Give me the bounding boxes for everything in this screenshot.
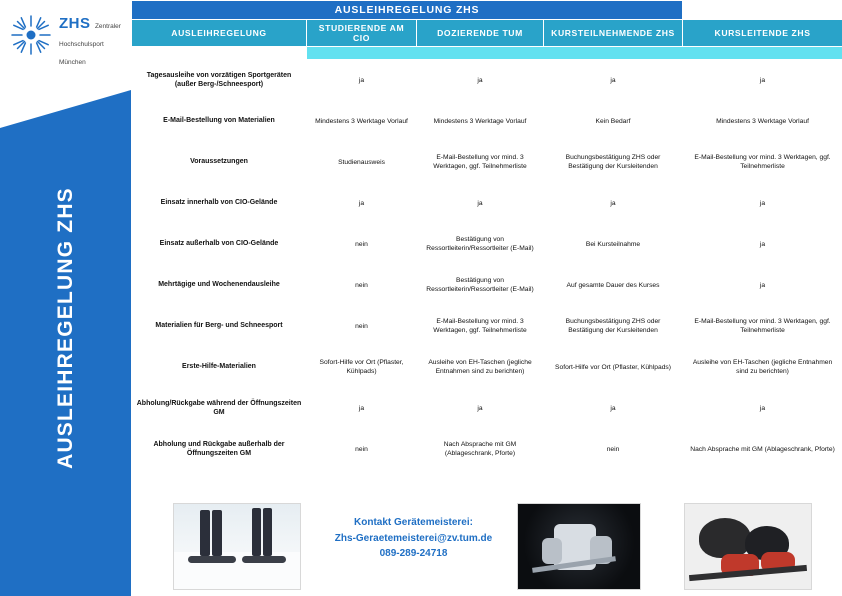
row-cell-kursteilnehmende: Buchungsbestätigung ZHS oder Bestätigung der Kursleitenden xyxy=(544,306,683,347)
table-row xyxy=(132,142,842,183)
row-cell-kursteilnehmende: Sofort-Hilfe vor Ort (Pflaster, Kühlpads) xyxy=(544,347,683,388)
column-header-ausleihregelung: AUSLEIHREGELUNG xyxy=(132,20,307,47)
row-cell-studierende: nein xyxy=(307,306,417,347)
row-cell-dozierende: Ausleihe von EH-Taschen (jegliche Entnahmen sind zu berichten) xyxy=(417,347,544,388)
row-cell-studierende: ja xyxy=(307,388,417,429)
row-cell-studierende: ja xyxy=(307,183,417,224)
row-cell-dozierende: Mindestens 3 Werktage Vorlauf xyxy=(417,101,544,142)
row-label: Materialien für Berg- und Schneesport xyxy=(132,306,307,347)
row-cell-kursleitende: ja xyxy=(683,388,842,429)
row-cell-studierende: ja xyxy=(307,60,417,101)
row-cell-kursleitende: Nach Absprache mit GM (Ablageschrank, Pforte) xyxy=(683,429,842,470)
contact-block xyxy=(316,515,511,562)
accent-cell-blank xyxy=(132,47,307,60)
row-cell-dozierende: Bestätigung von Ressortleiterin/Ressortleiter (E-Mail) xyxy=(417,224,544,265)
ausleihregelung-table xyxy=(131,0,842,470)
helmet-equipment-photo xyxy=(684,503,812,590)
table-row xyxy=(132,306,842,347)
column-header-kursleitende: KURSLEITENDE ZHS xyxy=(683,20,842,47)
row-label: Einsatz innerhalb von CIO-Gelände xyxy=(132,183,307,224)
zhs-name-line3: München xyxy=(59,59,86,66)
row-cell-kursleitende: ja xyxy=(683,60,842,101)
row-cell-kursleitende: Ausleihe von EH-Taschen (jegliche Entnahmen sind zu berichten) xyxy=(683,347,842,388)
row-cell-dozierende: ja xyxy=(417,60,544,101)
row-cell-kursteilnehmende: Bei Kursteilnahme xyxy=(544,224,683,265)
row-cell-dozierende: E-Mail-Bestellung vor mind. 3 Werktagen, ggf. Teilnehmerliste xyxy=(417,306,544,347)
row-cell-dozierende: ja xyxy=(417,183,544,224)
row-cell-studierende: Mindestens 3 Werktage Vorlauf xyxy=(307,101,417,142)
row-label: Mehrtägige und Wochenendausleihe xyxy=(132,265,307,306)
row-cell-dozierende: E-Mail-Bestellung vor mind. 3 Werktagen, ggf. Teilnehmerliste xyxy=(417,142,544,183)
table-accent-row xyxy=(132,47,842,60)
contact-email[interactable]: Zhs-Geraetemeisterei@zv.tum.de xyxy=(334,532,493,544)
row-cell-studierende: nein xyxy=(307,224,417,265)
row-cell-studierende: nein xyxy=(307,429,417,470)
vertical-page-title: AUSLEIHREGELUNG ZHS xyxy=(53,187,77,469)
contact-heading: Kontakt Gerätemeisterei: xyxy=(354,517,473,528)
contact-phone: 089-289-24718 xyxy=(379,548,448,559)
table-row xyxy=(132,101,842,142)
row-cell-dozierende: Bestätigung von Ressortleiterin/Ressortleiter (E-Mail) xyxy=(417,265,544,306)
row-label: Einsatz außerhalb von CIO-Gelände xyxy=(132,224,307,265)
table-row xyxy=(132,388,842,429)
row-cell-kursteilnehmende: ja xyxy=(544,60,683,101)
row-cell-kursteilnehmende: Auf gesamte Dauer des Kurses xyxy=(544,265,683,306)
main-content xyxy=(131,0,842,596)
table-row xyxy=(132,60,842,101)
table-row xyxy=(132,347,842,388)
table-row xyxy=(132,429,842,470)
row-cell-kursteilnehmende: ja xyxy=(544,183,683,224)
column-header-studierende: STUDIERENDE AM CIO xyxy=(307,20,417,47)
row-label: Erste-Hilfe-Materialien xyxy=(132,347,307,388)
row-cell-kursleitende: ja xyxy=(683,183,842,224)
photo-snowboard xyxy=(242,556,286,563)
row-label: Abholung/Rückgabe während der Öffnungszeiten GM xyxy=(132,388,307,429)
photo-snowboard xyxy=(188,556,236,563)
row-cell-studierende: Studienausweis xyxy=(307,142,417,183)
row-label: Abholung und Rückgabe außerhalb der Öffnungszeiten GM xyxy=(132,429,307,470)
row-cell-studierende: Sofort-Hilfe vor Ort (Pflaster, Kühlpads) xyxy=(307,347,417,388)
row-cell-kursteilnehmende: Buchungsbestätigung ZHS oder Bestätigung der Kursleitenden xyxy=(544,142,683,183)
row-cell-kursleitende: ja xyxy=(683,224,842,265)
photo-goalie-glove xyxy=(542,538,562,564)
table-row xyxy=(132,265,842,306)
row-cell-kursteilnehmende: ja xyxy=(544,388,683,429)
row-cell-kursleitende: E-Mail-Bestellung vor mind. 3 Werktagen, ggf. Teilnehmerliste xyxy=(683,306,842,347)
table-title-filler xyxy=(683,1,842,20)
table-title: AUSLEIHREGELUNG ZHS xyxy=(132,1,683,20)
table-row xyxy=(132,224,842,265)
row-cell-kursleitende: Mindestens 3 Werktage Vorlauf xyxy=(683,101,842,142)
row-label: E-Mail-Bestellung von Materialien xyxy=(132,101,307,142)
row-label: Tagesausleihe von vorzätigen Sportgeräten (außer Berg-/Schneesport) xyxy=(132,60,307,101)
snowboarders-photo xyxy=(173,503,301,590)
photo-sky xyxy=(174,504,300,552)
photo-figure xyxy=(263,508,272,556)
hockey-goalie-photo xyxy=(517,503,641,590)
row-cell-kursteilnehmende: Kein Bedarf xyxy=(544,101,683,142)
column-header-kursteilnehmende: KURSTEILNEHMENDE ZHS xyxy=(544,20,683,47)
row-cell-kursleitende: E-Mail-Bestellung vor mind. 3 Werktagen, ggf. Teilnehmerliste xyxy=(683,142,842,183)
photo-figure xyxy=(212,510,222,556)
table-header-row xyxy=(132,20,842,47)
zhs-name-line1: Zentraler xyxy=(94,23,121,30)
zhs-abbr: ZHS xyxy=(59,15,91,32)
photo-helmet xyxy=(699,518,751,558)
row-cell-kursleitende: ja xyxy=(683,265,842,306)
row-cell-kursteilnehmende: nein xyxy=(544,429,683,470)
left-sidebar xyxy=(0,0,131,596)
table-row xyxy=(132,183,842,224)
table-title-row xyxy=(132,1,842,20)
row-cell-studierende: nein xyxy=(307,265,417,306)
photo-figure xyxy=(252,508,261,556)
footer-strip xyxy=(131,494,842,596)
accent-cell xyxy=(307,47,842,60)
row-cell-dozierende: ja xyxy=(417,388,544,429)
zhs-name-line2: Hochschulsport xyxy=(59,41,104,48)
row-label: Voraussetzungen xyxy=(132,142,307,183)
column-header-dozierende: DOZIERENDE TUM xyxy=(417,20,544,47)
photo-figure xyxy=(200,510,210,556)
row-cell-dozierende: Nach Absprache mit GM (Ablageschrank, Pforte) xyxy=(417,429,544,470)
